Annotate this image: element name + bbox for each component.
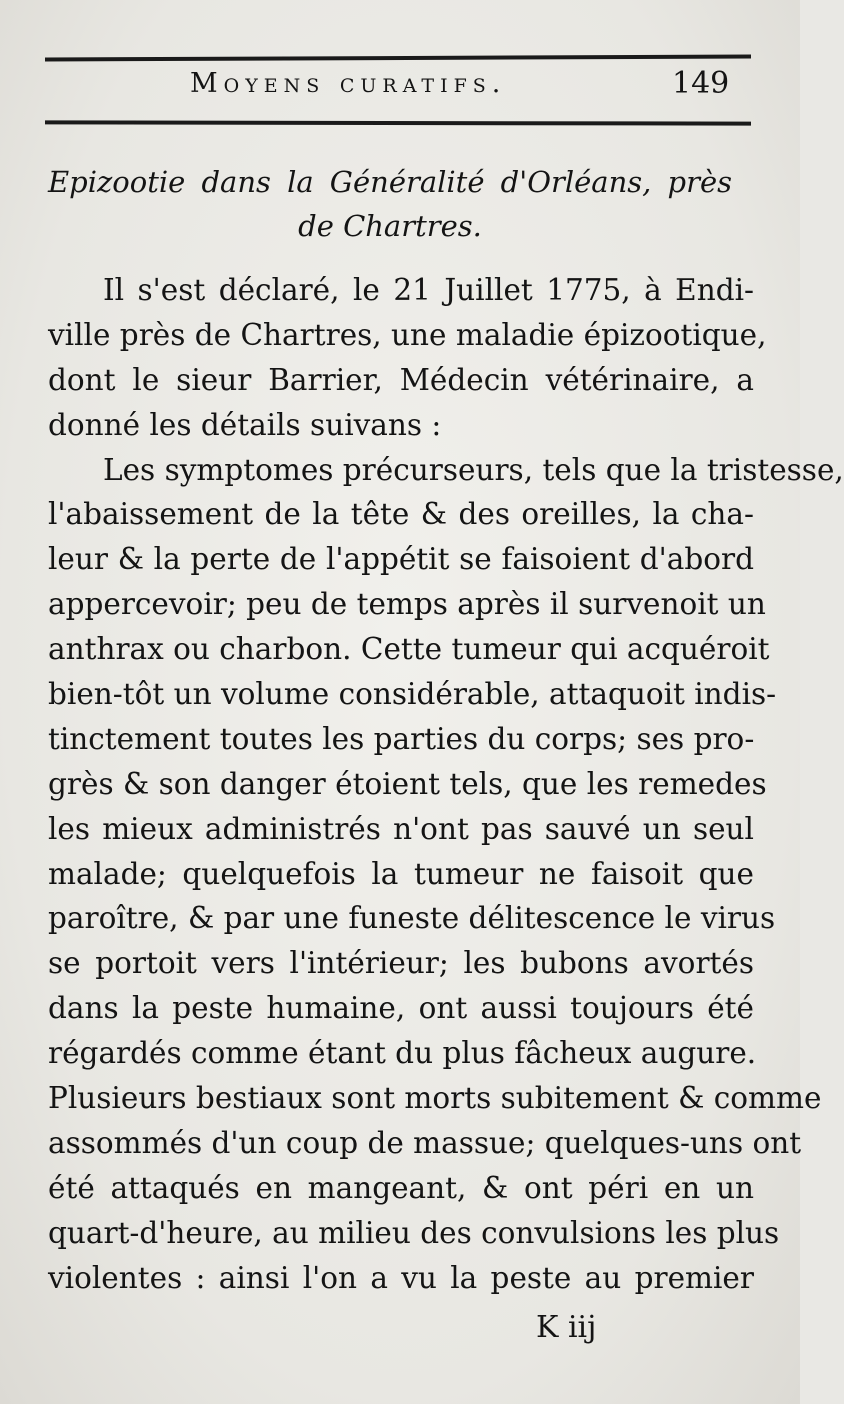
text-line: anthrax ou charbon. Cette tumeur qui acquéroit [48, 632, 770, 667]
header-rule-top [45, 54, 751, 61]
text-line: grès & son danger étoient tels, que les remedes [48, 766, 767, 801]
text-line: donné les détails suivans : [48, 407, 442, 442]
text-line: se portoit vers l'intérieur; les bubons avortés [48, 946, 754, 981]
text-line: les mieux administrés n'ont pas sauvé un seul [48, 811, 754, 846]
signature-mark: K iij [536, 1310, 597, 1345]
section-title: Epizootie dans la Généralité d'Orléans, près de Chartres. [48, 165, 732, 243]
text-line: quart-d'heure, au milieu des convulsions les plus [48, 1215, 780, 1250]
text-line: Il s'est déclaré, le 21 Juillet 1775, à Endi- [103, 273, 754, 307]
text-line: régardés comme étant du plus fâcheux augure. [48, 1036, 757, 1071]
text-line: malade; quelquefois la tumeur ne faisoit que [48, 856, 754, 891]
text-line: paroître, & par une funeste délitescence le virus [48, 901, 776, 936]
page-number: 149 [672, 66, 730, 101]
text-line: leur & la perte de l'appétit se faisoient d'abord [48, 542, 754, 577]
text-line: l'abaissement de la tête & des oreilles, la cha- [48, 497, 754, 532]
text-line: ville près de Chartres, une maladie épizootique, [48, 317, 767, 352]
text-line: tinctement toutes les parties du corps; ses pro- [48, 721, 755, 756]
text-line: dans la peste humaine, ont aussi toujours été [48, 991, 754, 1026]
text-line: été attaqués en mangeant, & ont péri en un [48, 1170, 754, 1205]
text-line: assommés d'un coup de massue; quelques-uns ont [48, 1125, 802, 1160]
body-text [48, 268, 844, 1300]
text-line: appercevoir; peu de temps après il survenoit un [48, 587, 766, 622]
text-line: bien-tôt un volume considérable, attaquoit indis- [48, 677, 777, 712]
text-line: Plusieurs bestiaux sont morts subitement & comme [48, 1081, 822, 1116]
text-line: dont le sieur Barrier, Médecin vétérinaire, a [48, 362, 754, 397]
text-line: Les symptomes précurseurs, tels que la tristesse, [103, 452, 844, 487]
header-rule-bottom [45, 120, 751, 125]
running-head: Moyens curatifs. [190, 68, 507, 99]
text-line: violentes : ainsi l'on a vu la peste au premier [48, 1260, 754, 1295]
